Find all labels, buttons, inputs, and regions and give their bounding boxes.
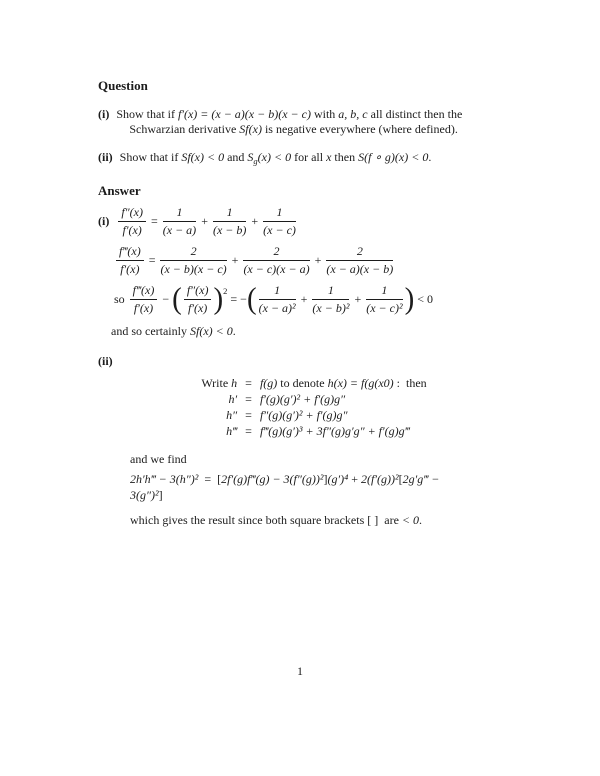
question-item-i-label: (i)	[98, 107, 110, 122]
answer-part-ii-conclusion	[130, 513, 530, 528]
fraction-numerator: 1	[263, 205, 296, 222]
equals-sign: =	[245, 408, 252, 423]
math-text: −	[159, 292, 173, 307]
question-item-ii-text	[120, 150, 432, 167]
math-fraction	[263, 205, 296, 238]
math-text: and	[224, 150, 248, 165]
math-text: f(g)	[259, 376, 278, 391]
math-text: is negative everywhere (where defined).	[261, 122, 458, 137]
math-fraction	[259, 283, 296, 316]
fraction-denominator: (x − a)²	[258, 301, 296, 316]
question-item-i	[98, 107, 530, 137]
big-paren: (	[172, 282, 182, 317]
math-fraction	[118, 205, 146, 238]
math-text: .	[419, 513, 423, 528]
math-text: with	[310, 107, 339, 122]
math-fraction	[243, 244, 309, 277]
math-fraction	[312, 283, 349, 316]
fraction-numerator: 1	[163, 205, 196, 222]
math-text: +	[248, 214, 262, 229]
derivative-align-block	[201, 375, 426, 439]
equation-row-2	[114, 244, 395, 277]
answer-part-i-conclusion	[111, 324, 530, 339]
math-text: to denote	[277, 376, 328, 391]
math-text: +	[297, 292, 311, 307]
answer-part-i-equation-1	[98, 205, 530, 238]
fraction-denominator: (x − a)	[162, 223, 197, 238]
fraction-numerator: f‴(x)	[130, 283, 158, 300]
math-text: Schwarzian derivative	[129, 122, 240, 137]
fraction-denominator: (x − b)²	[312, 301, 350, 316]
big-paren: )	[213, 282, 224, 317]
math-fraction	[116, 244, 144, 277]
align-lhs	[201, 407, 237, 423]
answer-heading: Answer	[98, 182, 141, 198]
math-text: = −	[227, 292, 247, 307]
fraction-denominator: (x − c)²	[366, 301, 403, 316]
math-text: Sf(x)	[239, 122, 262, 137]
math-fraction	[163, 205, 196, 238]
math-fraction	[326, 244, 393, 277]
math-text: [	[398, 472, 403, 487]
fraction-numerator: 2	[243, 244, 309, 261]
math-text: which gives the result since both square brackets [ ] are	[130, 513, 402, 528]
fraction-numerator: f″(x)	[184, 283, 212, 300]
math-text: 2g′g‴ −	[402, 472, 440, 487]
fraction-denominator: f′(x)	[133, 301, 154, 316]
math-text: .	[232, 324, 236, 339]
math-text: 2(f′(g))²	[361, 472, 399, 487]
math-text: x	[326, 150, 332, 165]
equation-row-3	[114, 283, 433, 316]
equals-sign: =	[245, 376, 252, 391]
fraction-denominator: f′(x)	[188, 301, 208, 316]
math-text: h(x) = f(g(x0)	[327, 376, 394, 391]
align-rhs	[260, 391, 427, 407]
math-text: +	[351, 292, 365, 307]
align-lhs	[201, 391, 237, 407]
math-text: and so certainly	[111, 324, 190, 339]
math-text: 2f′(g)f‴(g) − 3(f″(g))²	[221, 472, 324, 487]
math-text: S(f ∘ g)(x) < 0	[358, 150, 429, 165]
math-text: = [	[198, 472, 222, 487]
fraction-numerator: f‴(x)	[116, 244, 144, 261]
math-text: (x) < 0	[257, 150, 292, 165]
equation-row-1	[116, 205, 298, 238]
fraction-numerator: 1	[213, 205, 246, 222]
math-text: for all	[291, 150, 327, 165]
math-text: Sf(x) < 0	[181, 150, 225, 165]
fraction-numerator: 1	[366, 283, 402, 300]
math-text: +	[228, 253, 242, 268]
big-paren: )	[404, 282, 415, 317]
answer-part-ii-label: (ii)	[98, 354, 113, 369]
answer-part-ii-find-intro: and we find	[130, 452, 187, 467]
answer-part-i-equation-3	[114, 283, 530, 316]
fraction-denominator: (x − a)(x − b)	[326, 262, 394, 277]
question-item-ii-line1	[120, 150, 432, 167]
math-text: =	[145, 253, 159, 268]
subscript: g	[253, 156, 258, 167]
math-text: f‴(g)(g′)³ + 3f″(g)g′g″ + f′(g)g‴	[259, 424, 410, 439]
math-text: (g′)⁴	[327, 472, 349, 487]
fraction-numerator: 1	[312, 283, 349, 300]
math-text: h″	[226, 408, 238, 423]
question-item-ii-label: (ii)	[98, 150, 113, 165]
math-fraction	[160, 244, 226, 277]
align-lhs	[201, 423, 237, 439]
fraction-numerator: 2	[326, 244, 393, 261]
fraction-denominator: (x − c)(x − a)	[243, 262, 310, 277]
math-text: 2h′h‴ − 3(h″)²	[130, 472, 199, 487]
answer-part-ii-result-line1	[130, 472, 530, 487]
math-fraction	[366, 283, 402, 316]
superscript: 2	[223, 286, 228, 297]
fraction-numerator: f″(x)	[118, 205, 146, 222]
big-paren: (	[246, 282, 257, 317]
math-text: +	[311, 253, 325, 268]
math-text: h′	[228, 392, 238, 407]
align-row-h-triple-prime	[201, 423, 426, 439]
math-text: so	[114, 292, 128, 307]
math-text: < 0	[414, 292, 434, 307]
answer-part-ii-result-line2	[130, 488, 530, 503]
page-number: 1	[297, 664, 303, 678]
align-lhs	[201, 375, 237, 391]
equals-sign: =	[245, 392, 252, 407]
answer-part-i-label: (i)	[98, 214, 110, 229]
align-row-h	[201, 375, 426, 391]
fraction-denominator: (x − b)(x − c)	[160, 262, 227, 277]
align-rhs	[260, 407, 427, 423]
math-text: Show that if	[116, 107, 178, 122]
math-text: h	[231, 376, 238, 391]
math-text: a, b, c	[338, 107, 368, 122]
math-text: Write	[201, 376, 232, 391]
fraction-denominator: f′(x)	[120, 262, 140, 277]
fraction-denominator: f′(x)	[122, 223, 142, 238]
question-item-i-line1	[116, 107, 462, 122]
fraction-denominator: (x − c)	[263, 223, 296, 238]
math-text: f″(g)(g′)² + f′(g)g″	[259, 408, 348, 423]
math-fraction	[213, 205, 246, 238]
equals-sign: =	[245, 424, 252, 439]
align-row-h-prime	[201, 391, 426, 407]
math-text: then	[331, 150, 359, 165]
math-text: h‴	[226, 424, 238, 439]
math-text: S	[247, 150, 254, 165]
math-text: f′(x) = (x − a)(x − b)(x − c)	[178, 107, 311, 122]
math-text: : then	[393, 376, 427, 391]
math-fraction	[130, 283, 158, 316]
math-fraction	[184, 283, 212, 316]
question-heading: Question	[98, 78, 148, 93]
math-text: f′(g)(g′)² + f′(g)g″	[259, 392, 346, 407]
math-text: +	[198, 214, 211, 229]
math-text: all distinct then the	[367, 107, 463, 122]
align-rhs	[260, 423, 427, 439]
math-text: < 0	[401, 513, 420, 528]
fraction-numerator: 1	[259, 283, 296, 300]
math-text: ]	[323, 472, 328, 487]
math-text: Sf(x) < 0	[189, 324, 233, 339]
math-text: .	[428, 150, 432, 165]
fraction-denominator: (x − b)	[212, 223, 247, 238]
question-item-i-text	[116, 107, 462, 137]
math-text: 3(g″)²	[130, 488, 159, 503]
align-rhs	[260, 375, 427, 391]
document-content	[98, 78, 530, 528]
question-item-ii	[98, 150, 530, 167]
math-text: Show that if	[119, 150, 182, 165]
math-text: ]	[158, 488, 163, 503]
question-item-i-line2	[129, 122, 462, 137]
math-text: =	[147, 214, 161, 229]
fraction-numerator: 2	[160, 244, 226, 261]
align-row-h-double-prime	[201, 407, 426, 423]
answer-part-i-equation-2	[114, 244, 530, 277]
math-text: +	[348, 472, 362, 487]
